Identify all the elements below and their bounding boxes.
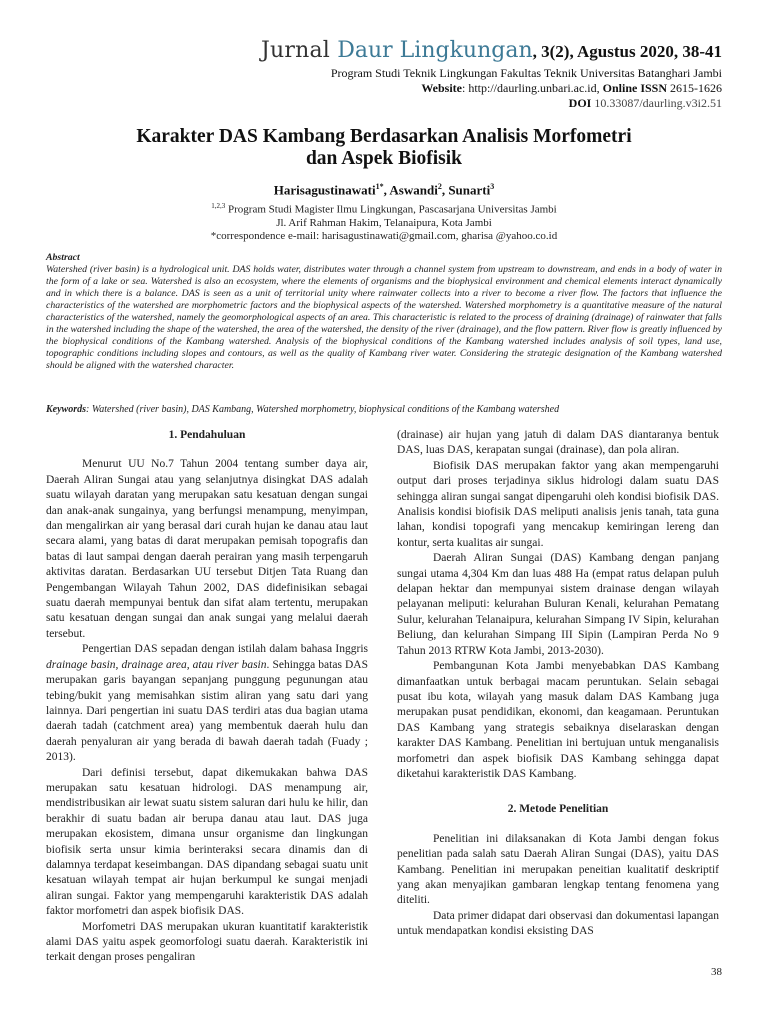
paper-title-line1: Karakter DAS Kambang Berdasarkan Analisis Morfometri [136, 126, 632, 147]
keywords-line [46, 404, 722, 416]
method-paragraph-1: Penelitian ini dilaksanakan di Kota Jambi dengan fokus penelitian pada salah satu Daerah Aliran Sungai (DAS), yaitu DAS Kambang. Penelitian ini merupakan peneitian kualitatif deskriptif yang akan menyajikan gambaran lengkap tentang fenomena yang diteliti. [397, 832, 719, 907]
keywords-label: Keywords [46, 404, 86, 415]
journal-title-line [261, 40, 722, 62]
author-2-sup: 2 [437, 182, 442, 191]
abstract-block [46, 252, 722, 372]
website-value[interactable]: : http://daurling.unbari.ac.id, [462, 81, 603, 95]
author-3-sup: 3 [490, 182, 495, 191]
left-column [46, 428, 368, 966]
author-1: Harisagustinawati [273, 182, 376, 198]
right-paragraph-2: Biofisik DAS merupakan faktor yang akan mempengaruhi output dari proses terjadinya siklus hidrologi dalam suatu DAS sehingga aliran sungai sangat dipengaruhi oleh kondisi biofisik DAS. Analisis kondisi biofisik DAS meliputi analisis jenis tanah, tata guna lahan, kondisi topografi yang mencakup kemiringan lereng dan kontur, serta kualitas air sungai. [397, 459, 719, 549]
author-list [0, 182, 768, 198]
journal-name-part2: Daur Lingkungan [337, 38, 533, 63]
abstract-text: Watershed (river basin) is a hydrological unit. DAS holds water, distributes water through a channel system from upstream to downstream, and ends in a body of water in the form of a lake or sea. Watershed is also an ecosystem, where the elements of organisms and the biophysical environment and chemical elements interact dynamically and in which there is a balance. DAS is seen as a unit of territorial unity where rainwater collects into a river to become a river flow. The factors that influence the characteristics of the watershed are morphometric factors and the biophysical aspects of the watershed. Watershed morphometry is a quantitative measure of the natural characteristics of the watershed, namely the geomorphological aspects of an area. This characteristic is related to the process of draining (drainage) of rainwater that falls in the watershed including the shape of the watershed, the area of the watershed, the density of the river (drainage), and the flow pattern. River flow is greatly influenced by the biophysical conditions of the Kambang watershed. Analysis of the biophysical conditions of the Kambang watershed includes analysis of soil types, land use, topographic conditions including slopes and contours, as well as the quality of Kambang river water. Considering the strategic designation of the Kambang watershed should be aligned with the watershed character. [46, 264, 722, 371]
journal-header [261, 40, 722, 111]
journal-doi-line [261, 96, 722, 111]
journal-program: Program Studi Teknik Lingkungan Fakultas Teknik Universitas Batanghari Jambi [330, 66, 722, 80]
journal-issue: , 3(2), Agustus 2020, 38-41 [532, 42, 722, 61]
abstract-heading: Abstract [46, 252, 80, 263]
issn-label: Online ISSN [602, 81, 667, 95]
paper-title-line2: dan Aspek Biofisik [305, 148, 463, 169]
intro-paragraph-2-b: . Sehingga batas DAS merupakan garis bayangan sepanjang punggung pegunungan atau tebing/bukit yang memisahkan sistim aliran yang satu dari yang lainnya. Dari pengertian ini suatu DAS terdiri atas dua bagian utama daerah tadah (catchment area) yang membentuk daerah hulu dan daerah penyaluran air yang berada di bawah daerah tadah (Fuady ; 2013). [46, 658, 369, 764]
paper-title [0, 126, 768, 170]
intro-paragraph-2-a: Pengertian DAS sepadan dengan istilah dalam bahasa Inggris [82, 643, 368, 656]
intro-paragraph-1: Menurut UU No.7 Tahun 2004 tentang sumber daya air, Daerah Aliran Sungai atau yang selanjutnya disingkat DAS adalah suatu wilayah daratan yang merupakan satu kesatuan dengan sungai dan anak-anak sungainya, yang berfungsi menampung, menyimpan, dan mengalirkan air yang berasal dari curah hujan ke danau atau laut secara alami, yang batas di darat merupakan pemisah topografis dan batas di laut sampai dengan daerah perairan yang masih terpengaruh aktivitas daratan. Berdasarkan UU tersebut Ditjen Tata Ruang dan Pengembangan Wilayah Tahun 2002, DAS didefinisikan sebagai suatu daerah mempunyai bentuk dan sifat alam tertentu, merupakan satu kesatuan dengan sungai dan anak sungai yang melalui daerah tersebut. [46, 458, 368, 640]
author-1-sup: 1* [375, 182, 384, 191]
affiliation-program: Program Studi Magister Ilmu Lingkungan, Pascasarjana Universitas Jambi [225, 203, 557, 216]
affiliation-line1 [0, 200, 768, 217]
issn-value: 2615-1626 [667, 81, 722, 95]
affiliation-address: Jl. Arif Rahman Hakim, Telanaipura, Kota Jambi [276, 216, 492, 229]
website-label: Website [421, 81, 462, 95]
method-paragraph-2: Data primer didapat dari observasi dan dokumentasi lapangan untuk mendapatkan kondisi eksisting DAS [397, 909, 719, 938]
author-2: , Aswandi [383, 182, 438, 198]
intro-paragraph-4: Morfometri DAS merupakan ukuran kuantitatif karakteristik alami DAS yaitu aspek geomorfologi suatu daerah. Karakteristik ini terkait dengan proses pengaliran [46, 920, 368, 964]
journal-website-line [261, 81, 722, 96]
section-heading-introduction: 1. Pendahuluan [168, 429, 246, 441]
author-3: , Sunarti [441, 182, 491, 198]
doi-label: DOI [568, 96, 592, 110]
right-paragraph-3: Daerah Aliran Sungai (DAS) Kambang dengan panjang sungai utama 4,304 Km dan luas 488 Ha (empat ratus delapan puluh delapan hektar dan mempunyai sistem drainase dengan wilayah pelayanan meliputi: kelurahan Buluran Kenali, kelurahan Pematang Sulur, kelurahan Telanaipura, kelurahan Simpang IV Sipin, kelurahan Beliung, dan kelurahan Simpang III Sipin (Lampiran Perda No 9 Tahun 2013 RTRW Kota Jambi, 2013-2030). [397, 552, 719, 657]
intro-paragraph-2-italic: drainage basin, drainage area, atau river basin [46, 658, 267, 671]
right-paragraph-4: Pembangunan Kota Jambi menyebabkan DAS Kambang dimanfaatkan untuk berbagai macam peruntukan. Selain sebagai pusat ibu kota, wilayah yang masuk dalam DAS Kambang juga merupakan pusat pendidikan, ekonomi, dan keagamaan. Peruntukan DAS Kambang yang strategis sebaiknya diselaraskan dengan karakter DAS Kambang. Penelitian ini bertujuan untuk menganalisis morfometri dan aspek biofisik DAS Kambang sehingga dapat diketahui karakteristik DAS Kambang. [397, 660, 719, 780]
correspondence-email: *correspondence e-mail: harisagustinawati@gmail.com, gharisa @yahoo.co.id [210, 229, 558, 242]
right-paragraph-1: (drainase) air hujan yang jatuh di dalam DAS diantaranya bentuk DAS, luas DAS, kerapatan sungai (drainase), dan pola aliran. [397, 429, 719, 457]
intro-paragraph-2 [46, 642, 368, 765]
affiliation-sup: 1,2,3 [211, 202, 226, 210]
doi-value[interactable]: 10.33087/daurling.v3i2.51 [591, 96, 722, 110]
section-heading-method: 2. Metode Penelitian [507, 803, 609, 816]
right-column [397, 428, 719, 940]
keywords-value: : Watershed (river basin), DAS Kambang, Watershed morphometry, biophysical conditions of the Kambang watershed [86, 404, 560, 415]
affiliation-block [0, 200, 768, 243]
page-number: 38 [711, 966, 722, 978]
journal-name-part1: Jurnal [261, 38, 338, 63]
intro-paragraph-3: Dari definisi tersebut, dapat dikemukakan bahwa DAS merupakan satu kesatuan hidrologi. DAS menampung air, mendistribusikan air lewat suatu sistem saluran dari hulu ke hilir, dan berakhir di suatu badan air berupa danau atau laut. DAS juga merupakan ekosistem, dimana unsur organisme dan lingkungan biofisik serta unsur kimia berinteraksi secara dinamis dan di dalamnya terdapat keseimbangan. DAS dipandang sebagai suatu unit kesatuan wilayah tempat air hujan berkumpul ke sungai menjadi aliran sungai. Faktor yang mempengaruhi karakteristik DAS adalah faktor morfometri dan aspek biofisik DAS. [46, 766, 368, 918]
